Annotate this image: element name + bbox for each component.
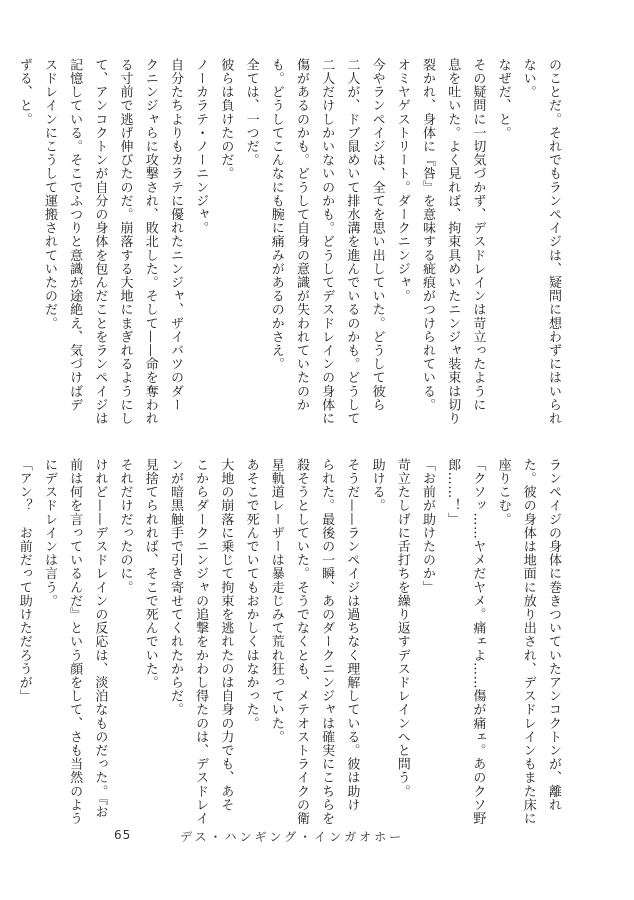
text-line: にデスドレインは言う。 (41, 458, 57, 608)
text-line: のことだ。それでもランペイジは、疑問に想わずにはいられ (546, 58, 561, 426)
text-line: オミヤゲストリート。ダークニンジャ。 (394, 58, 410, 303)
text-line: けれど——デスドレインの反応は、淡泊なものだった。『お (92, 458, 108, 819)
text-line: 殺そうとしていた。そうでなくとも、メテオストライクの衛 (293, 458, 309, 826)
text-line: ンが暗黒触手で引き寄せてくれたからだ。 (167, 458, 183, 717)
text-line: あそこで死んでいてもおかしくはなかった。 (243, 458, 259, 730)
page-number: 65 (114, 828, 132, 842)
text-line: ランペイジの身体に巻きついていたアンコクトンが、離れ (546, 458, 561, 812)
text-line: 二人が、ドブ鼠めいて排水溝を進んでいるのかも。どうして (344, 58, 360, 426)
text-line: 二人だけしかいないのかも。どうしてデスドレインの身体に (319, 58, 335, 426)
text-line: 郎……！」 (445, 458, 461, 526)
text-line: る寸前で逃げ伸びたのだ。崩落する大地にまぎれるようにし (117, 58, 133, 426)
text-line: 息を吐いた。よく見れば、拘束具めいたニンジャ装束は切り (445, 58, 461, 426)
text-line: て、アンコクトンが自分の身体を包んだことをランペイジは (92, 58, 108, 426)
text-line: ノーカラテ・ノーニンジャ。 (193, 58, 209, 235)
text-line: 記憶している。そこでふつりと意識が途絶え、気づけばデ (67, 58, 83, 412)
text-line: ない。 (520, 58, 536, 99)
text-line: 裂かれ、身体に『咎』を意味する疵痕がつけられている。 (419, 58, 435, 412)
text-column-bottom (16, 458, 566, 826)
text-line: 「お前が助けたのか」 (419, 458, 435, 594)
text-line: 「クソッ……ヤメだヤメ。痛ェよ……傷が痛ェ。あのクソ野 (470, 458, 486, 826)
text-line: 今やランペイジは、全てを思い出していた。どうして彼ら (369, 58, 385, 412)
page-footer (0, 828, 634, 848)
text-line: そうだ——ランペイジは過ちなく理解している。彼は助け (344, 458, 360, 812)
text-line: 全ては、一つだ。 (243, 58, 259, 167)
text-line: 苛立たしげに舌打ちを繰り返すデスドレインへと問う。 (394, 458, 410, 798)
text-line: 彼らは負けたのだ。 (218, 58, 234, 181)
text-line: た。彼の身体は地面に放り出され、デスドレインもまた床に (520, 458, 536, 826)
text-line: それだけだったのに。 (117, 458, 133, 594)
text-line: スドレインにこうして運搬されていたのだ。 (41, 58, 57, 330)
text-line: 傷があるのかも。どうして自身の意識が失われていたのか (293, 58, 309, 412)
text-line: なぜだ、と。 (495, 58, 511, 140)
text-line: ずる、と。 (16, 58, 32, 126)
text-line: られた。最後の一瞬、あのダークニンジャは確実にこちらを (319, 458, 335, 826)
text-line: クニンジャらに攻撃され、敗北した。そして——命を奪われ (142, 58, 158, 426)
running-title: デス・ハンギング・インガオホー (180, 830, 405, 844)
text-line: 助ける。 (369, 458, 385, 513)
text-line: 前は何を言っているんだ』という顔をして、さも当然のよう (67, 458, 83, 826)
text-line: 座りこむ。 (495, 458, 511, 526)
text-column-top (16, 58, 566, 426)
text-line: も。どうしてこんなにも腕に痛みがあるのかさえ。 (268, 58, 284, 371)
text-line: 星軌道レーザーは暴走じみて荒れ狂っていた。 (268, 458, 284, 744)
text-line: こからダークニンジャの追撃をかわし得たのは、デスドレイ (193, 458, 209, 826)
text-line: その疑問に一切気づかず、デスドレインは苛立ったように (470, 58, 486, 412)
text-line: 見捨てられれば、そこで死んでいた。 (142, 458, 158, 690)
text-line: 「アン？ お前だって助けただろうが」 (16, 458, 32, 703)
text-line: 大地の崩落に乗じて拘束を逃れたのは自身の力でも、あそ (218, 458, 234, 812)
text-line: 自分たちよりもカラテに優れたニンジャ、ザイバツのダー (167, 58, 183, 412)
